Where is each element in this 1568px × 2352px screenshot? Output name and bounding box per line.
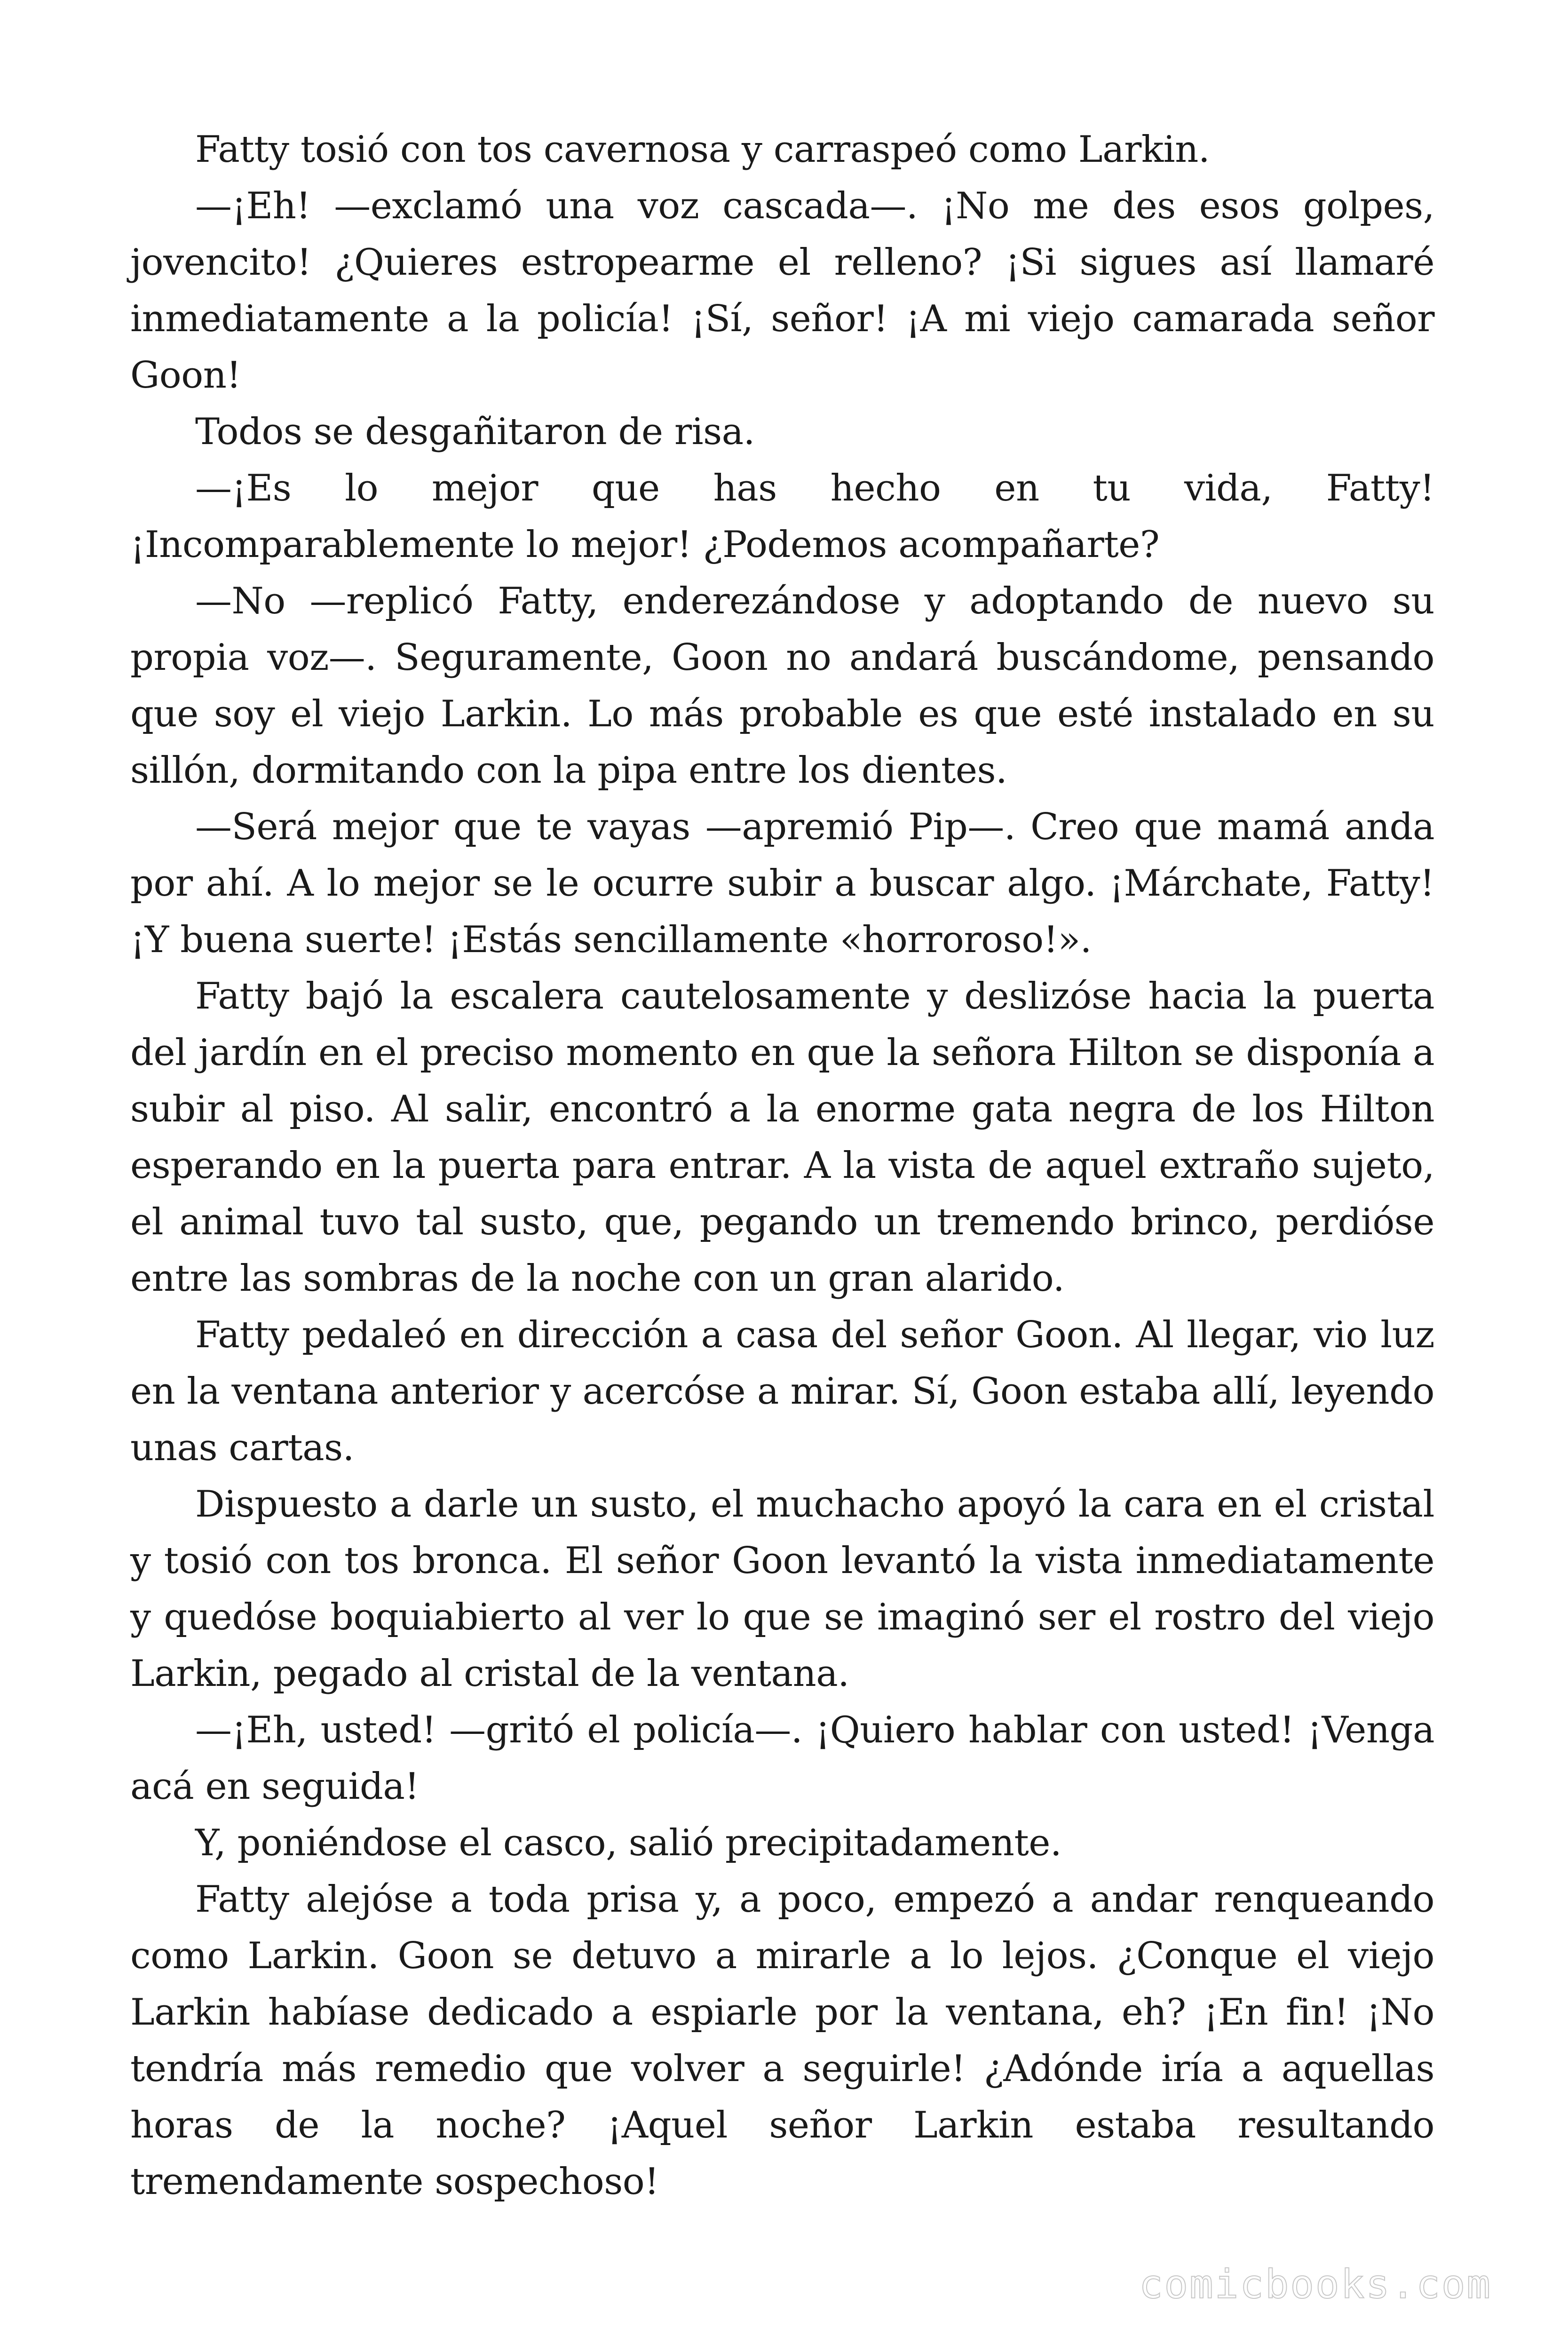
paragraph-12: Fatty alejóse a toda prisa y, a poco, empezó a andar renqueando como Larkin. Goon se detuvo a mirarle a lo lejos. ¿Conque el viejo Larkin habíase dedicado a espiarle por la ventana, eh? ¡En fin! ¡No tendría más remedio que volver a seguirle! ¿Adónde iría a aquellas horas de la noche? ¡Aquel señor Larkin estaba resultando tremendamente sospechoso!	[130, 1878, 1434, 2203]
page-text	[130, 121, 1434, 2210]
paragraph-6: —Será mejor que te vayas —apremió Pip—. Creo que mamá anda por ahí. A lo mejor se le ocurre subir a buscar algo. ¡Márchate, Fatty! ¡Y buena suerte! ¡Estás sencillamente «horroroso!».	[130, 806, 1434, 961]
paragraph-1: Fatty tosió con tos cavernosa y carraspeó como Larkin.	[195, 128, 1210, 171]
paragraph-2: —¡Eh! —exclamó una voz cascada—. ¡No me des esos golpes, jovencito! ¿Quieres estropearme el relleno? ¡Si sigues así llamaré inmediatamente a la policía! ¡Sí, señor! ¡A mi viejo camarada señor Goon!	[130, 185, 1434, 397]
watermark: comicbooks.com	[1139, 2261, 1492, 2307]
paragraph-7: Fatty bajó la escalera cautelosamente y deslizóse hacia la puerta del jardín en el preciso momento en que la señora Hilton se disponía a subir al piso. Al salir, encontró a la enorme gata negra de los Hilton esperando en la puerta para entrar. A la vista de aquel extraño sujeto, el animal tuvo tal susto, que, pegando un tremendo brinco, perdióse entre las sombras de la noche con un gran alarido.	[130, 975, 1434, 1300]
paragraph-9: Dispuesto a darle un susto, el muchacho apoyó la cara en el cristal y tosió con tos bronca. El señor Goon levantó la vista inmediatamente y quedóse boquiabierto al ver lo que se imaginó ser el rostro del viejo Larkin, pegado al cristal de la ventana.	[130, 1483, 1434, 1695]
paragraph-11: Y, poniéndose el casco, salió precipitadamente.	[195, 1822, 1062, 1864]
paragraph-8: Fatty pedaleó en dirección a casa del señor Goon. Al llegar, vio luz en la ventana anterior y acercóse a mirar. Sí, Goon estaba allí, leyendo unas cartas.	[130, 1314, 1434, 1469]
paragraph-3: Todos se desgañitaron de risa.	[195, 411, 755, 453]
paragraph-5: —No —replicó Fatty, enderezándose y adoptando de nuevo su propia voz—. Seguramente, Goon no andará buscándome, pensando que soy el viejo Larkin. Lo más probable es que esté instalado en su sillón, dormitando con la pipa entre los dientes.	[130, 580, 1434, 792]
paragraph-10: —¡Eh, usted! —gritó el policía—. ¡Quiero hablar con usted! ¡Venga acá en seguida!	[130, 1709, 1434, 1808]
paragraph-4: —¡Es lo mejor que has hecho en tu vida, Fatty! ¡Incomparablemente lo mejor! ¿Podemos acompañarte?	[130, 467, 1434, 566]
